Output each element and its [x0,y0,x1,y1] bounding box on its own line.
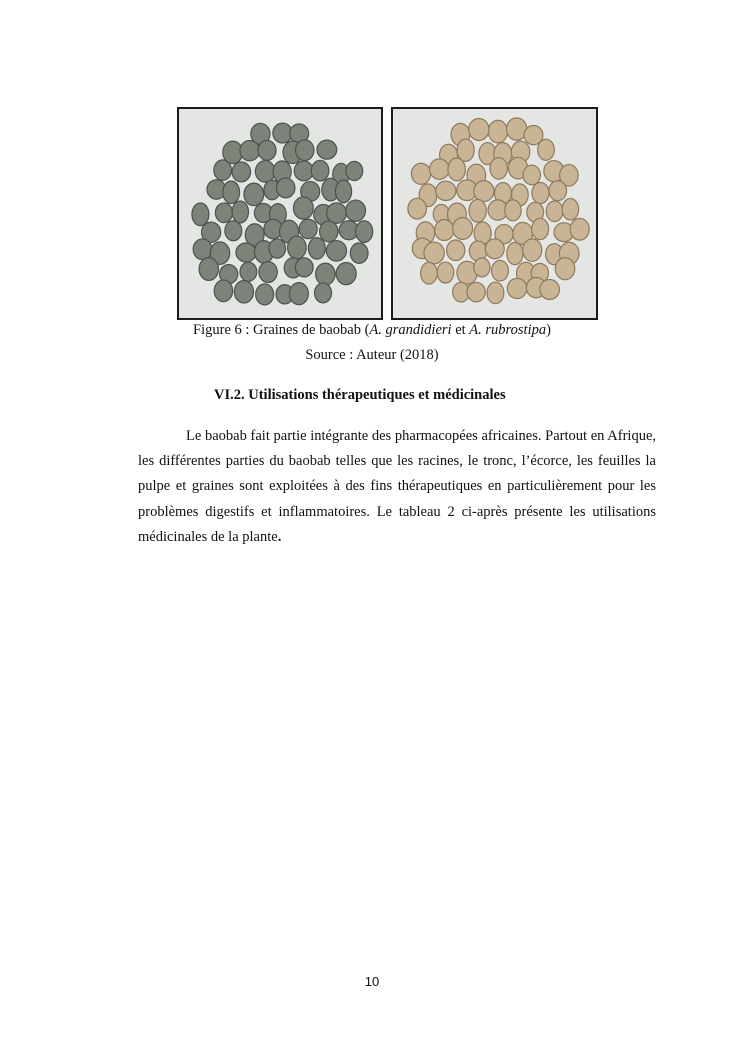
grey-seed [315,283,332,303]
beige-seed [507,242,523,264]
beige-seed [424,242,444,264]
grey-seed [288,236,307,259]
grey-seed [294,161,313,181]
beige-seed [546,201,563,222]
beige-seed [408,198,426,219]
beige-seed [485,239,504,259]
beige-seed [474,258,490,277]
grey-seed [214,280,232,302]
beige-seed [549,181,567,201]
beige-seed [457,139,474,161]
beige-seed [453,217,473,239]
beige-seed [523,165,540,185]
beige-seed [411,163,430,184]
grey-seed [236,243,256,262]
grey-seed [296,140,314,161]
grey-seed [356,221,373,243]
grey-seed [193,239,212,260]
page-number: 10 [364,974,380,989]
grey-seed [276,178,295,198]
grey-seed [240,140,260,160]
grey-seed [327,203,347,223]
grey-seed [215,203,232,223]
grey-seed [269,239,286,258]
beige-seed [447,240,465,260]
grey-seed [299,219,317,238]
beige-seed [570,218,589,240]
beige-seed [474,181,494,202]
beige-seed [505,200,521,221]
caption-prefix: Figure 6 : Graines de baobab ( [193,322,370,338]
grey-seed [326,241,346,261]
paragraph-end: . [277,528,282,545]
grey-seed [308,238,325,260]
beige-seed [562,198,578,220]
grey-seed [335,180,351,203]
beige-seed [523,239,542,261]
beige-seed [448,158,465,181]
paragraph-text: Le baobab fait partie intégrante des pharmacopées africaines. Partout en Afrique, les différentes parties du baobab telles que les racines, le tronc, l’écorce, les feuilles la pulpe et graines sont exploitées à des fins thérapeutiques en particulièrement pour les problèmes digestifs et inflammatoires. Le tableau 2 ci-après présente les utilisations médicinales de la plante [138,428,656,545]
beige-seed [430,159,450,179]
beige-seed [538,139,555,160]
grey-seed [350,243,368,263]
grey-seed [256,284,274,305]
grey-seed [234,280,253,303]
grey-seed [232,162,251,182]
beige-seed [540,280,560,300]
caption-rule [177,319,383,320]
grey-seed [232,201,248,223]
grey-seed [346,200,366,221]
beige-seed [490,158,507,180]
beige-seed [469,119,489,141]
grey-seed [240,262,257,281]
beige-seeds-image [393,109,596,318]
grey-seed [192,203,209,226]
grey-seed [289,283,308,305]
grey-seed [295,258,313,277]
grey-seed [259,262,277,283]
beige-seed [467,282,485,301]
beige-seed [532,218,549,239]
caption-mid: et [451,322,470,338]
species-rubrostipa: A. rubrostipa [469,322,547,338]
beige-seed [488,120,507,143]
beige-seeds-photo [391,107,598,320]
grey-seed [311,160,329,180]
beige-seed [555,258,574,280]
grey-seed [225,221,242,241]
caption-suffix: ) [546,322,551,338]
grey-seed [317,140,337,159]
grey-seed [214,160,232,180]
section-heading: VI.2. Utilisations thérapeutiques et médicinales [214,387,506,403]
grey-seed [255,161,275,183]
beige-seed [492,260,509,281]
beige-seed [532,182,549,203]
grey-seed [320,221,338,242]
grey-seed [199,258,218,281]
grey-seed [258,140,276,160]
grey-seed [346,161,363,180]
beige-seed [435,220,454,241]
beige-seed [487,282,504,304]
grey-seeds-photo [177,107,383,320]
grey-seed [244,183,264,206]
grey-seed [316,263,335,285]
grey-seed [336,263,356,285]
grey-seed [293,197,313,219]
beige-seed [436,181,456,200]
beige-seed [437,262,454,283]
grey-seeds-image [179,109,381,318]
grey-seed [223,181,240,204]
figure-source: Source : Auteur (2018) [305,347,439,363]
section-paragraph [138,424,656,550]
beige-seed [507,278,526,298]
beige-seed [421,262,438,284]
figure-caption [0,322,744,339]
beige-seed [469,199,486,222]
species-grandidieri: A. grandidieri [369,322,452,338]
